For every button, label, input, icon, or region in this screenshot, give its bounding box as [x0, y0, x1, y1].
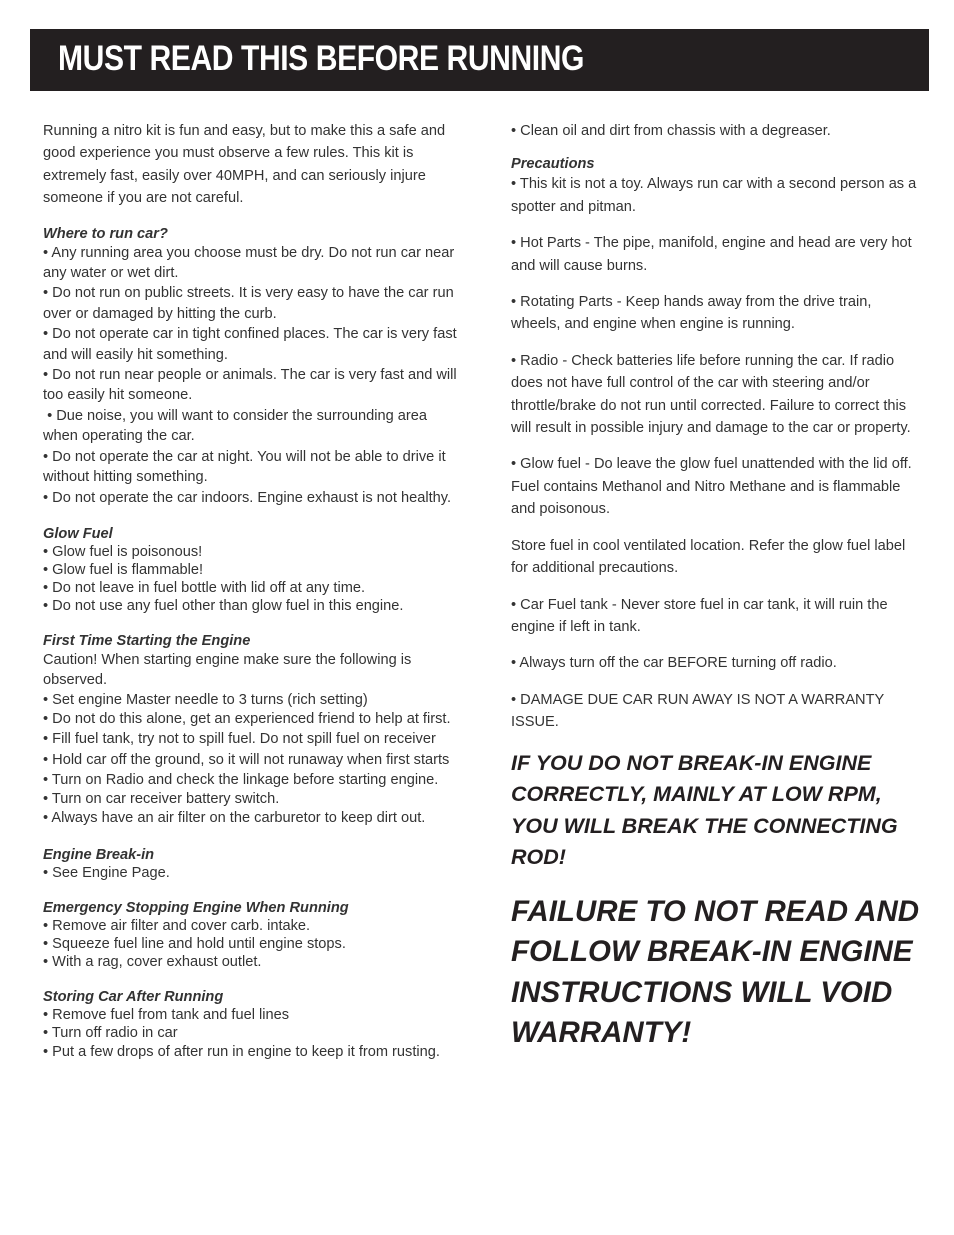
list-item: • Do not leave in fuel bottle with lid off at any time. — [43, 579, 366, 596]
list-item: • Set engine Master needle to 3 turns (rich setting) — [43, 691, 368, 708]
list-item: • Squeeze fuel line and hold until engine stops. — [43, 935, 346, 952]
clean-chassis-note: • Clean oil and dirt from chassis with a degreaser. — [511, 123, 831, 139]
section-where-to-run — [43, 226, 458, 508]
list-item: • Remove air filter and cover carb. intake. — [43, 917, 311, 934]
list-item: • Do not run near people or animals. The car is very fast and will too easily hit someone. — [43, 367, 457, 404]
right-column — [511, 120, 923, 1054]
precaution-item: • DAMAGE DUE CAR RUN AWAY IS NOT A WARRANTY ISSUE. — [511, 691, 884, 731]
list-item: • Glow fuel is flammable! — [43, 561, 204, 578]
intro-paragraph: Running a nitro kit is fun and easy, but to make this a safe and good experience you must observe a few rules. This kit is extremely fast, easily over 40MPH, and can seriously injure someone if you are not careful. — [43, 123, 446, 207]
bullet-list — [43, 650, 458, 829]
precaution-item: • Always turn off the car BEFORE turning off radio. — [511, 655, 837, 672]
precaution-item: • Car Fuel tank - Never store fuel in car tank, it will ruin the engine if left in tank. — [511, 596, 888, 635]
title-banner — [30, 29, 929, 91]
section-title: First Time Starting the Engine — [43, 632, 251, 649]
list-item: • With a rag, cover exhaust outlet. — [43, 953, 262, 970]
section-emergency-stop — [43, 900, 458, 971]
section-engine-break-in — [43, 847, 458, 882]
list-item: • Fill fuel tank, try not to spill fuel. Do not spill fuel on receiver — [43, 731, 436, 748]
bullet-list — [43, 1006, 458, 1062]
list-item: • Due noise, you will want to consider the surrounding area when operating the car. — [43, 407, 432, 445]
precaution-item: • Glow fuel - Do leave the glow fuel unattended with the lid off. Fuel contains Methanol and Nitro Methane and is flammable and poisonous. — [511, 456, 912, 518]
list-item: • Do not run on public streets. It is very easy to have the car run over or damaged by hitting the curb. — [43, 285, 454, 322]
precaution-item: • This kit is not a toy. Always run car with a second person as a spotter and pitman. — [511, 176, 917, 215]
list-item: • See Engine Page. — [43, 864, 170, 881]
list-item: • Always have an air filter on the carburetor to keep dirt out. — [43, 810, 426, 827]
list-item: • Do not operate car in tight confined places. The car is very fast and will easily hit something. — [43, 326, 457, 363]
list-item: • Hold car off the ground, so it will not runaway when first starts — [43, 751, 450, 768]
precaution-item: • Rotating Parts - Keep hands away from the drive train, wheels, and engine when engine is running. — [511, 294, 872, 333]
section-title: Glow Fuel — [43, 525, 113, 542]
list-item: • Turn off radio in car — [43, 1024, 178, 1041]
section-title: Storing Car After Running — [43, 988, 224, 1005]
precaution-item: • Hot Parts - The pipe, manifold, engine and head are very hot and will cause burns. — [511, 235, 912, 274]
break-in-warning: IF YOU DO NOT BREAK-IN ENGINE CORRECTLY, MAINLY AT LOW RPM, YOU WILL BREAK THE CONNECTING ROD! — [511, 750, 898, 870]
bullet-list — [43, 243, 458, 508]
bullet-list — [43, 917, 458, 971]
left-column — [43, 120, 458, 1062]
precaution-item: • Radio - Check batteries life before running the car. If radio does not have full control of the car with steering and/or throttle/brake do not run until corrected. Failure to correct this will result in possible injury and damage to the car or property. — [511, 352, 911, 437]
precaution-item: Store fuel in cool ventilated location. Refer the glow fuel label for additional precautions. — [511, 537, 906, 577]
bullet-list — [43, 864, 458, 882]
section-glow-fuel — [43, 526, 458, 615]
warranty-warning: FAILURE TO NOT READ AND FOLLOW BREAK-IN ENGINE INSTRUCTIONS WILL VOID WARRANTY! — [511, 894, 920, 1050]
bullet-list — [43, 543, 458, 615]
list-item: • Do not operate the car at night. You will not be able to drive it without hitting something. — [43, 448, 446, 486]
list-item: • Turn on Radio and check the linkage before starting engine. — [43, 771, 439, 788]
list-item: • Do not use any fuel other than glow fuel in this engine. — [43, 597, 404, 614]
section-title: Where to run car? — [43, 225, 168, 242]
list-item: • Turn on car receiver battery switch. — [43, 791, 280, 808]
list-item: • Remove fuel from tank and fuel lines — [43, 1006, 290, 1023]
section-storing — [43, 989, 458, 1062]
section-title: Emergency Stopping Engine When Running — [43, 899, 349, 916]
precautions-title: Precautions — [511, 156, 595, 173]
list-item: • Any running area you choose must be dry. Do not run car near any water or wet dirt. — [43, 244, 455, 282]
list-item: • Do not operate the car indoors. Engine exhaust is not healthy. — [43, 489, 452, 506]
section-first-start — [43, 633, 458, 829]
list-item: Caution! When starting engine make sure the following is observed. — [43, 651, 412, 689]
list-item: • Glow fuel is poisonous! — [43, 543, 203, 560]
list-item: • Put a few drops of after run in engine to keep it from rusting. — [43, 1043, 440, 1060]
section-title: Engine Break-in — [43, 846, 155, 863]
list-item: • Do not do this alone, get an experienced friend to help at first. — [43, 710, 451, 727]
page-title: MUST READ THIS BEFORE RUNNING — [58, 39, 584, 78]
